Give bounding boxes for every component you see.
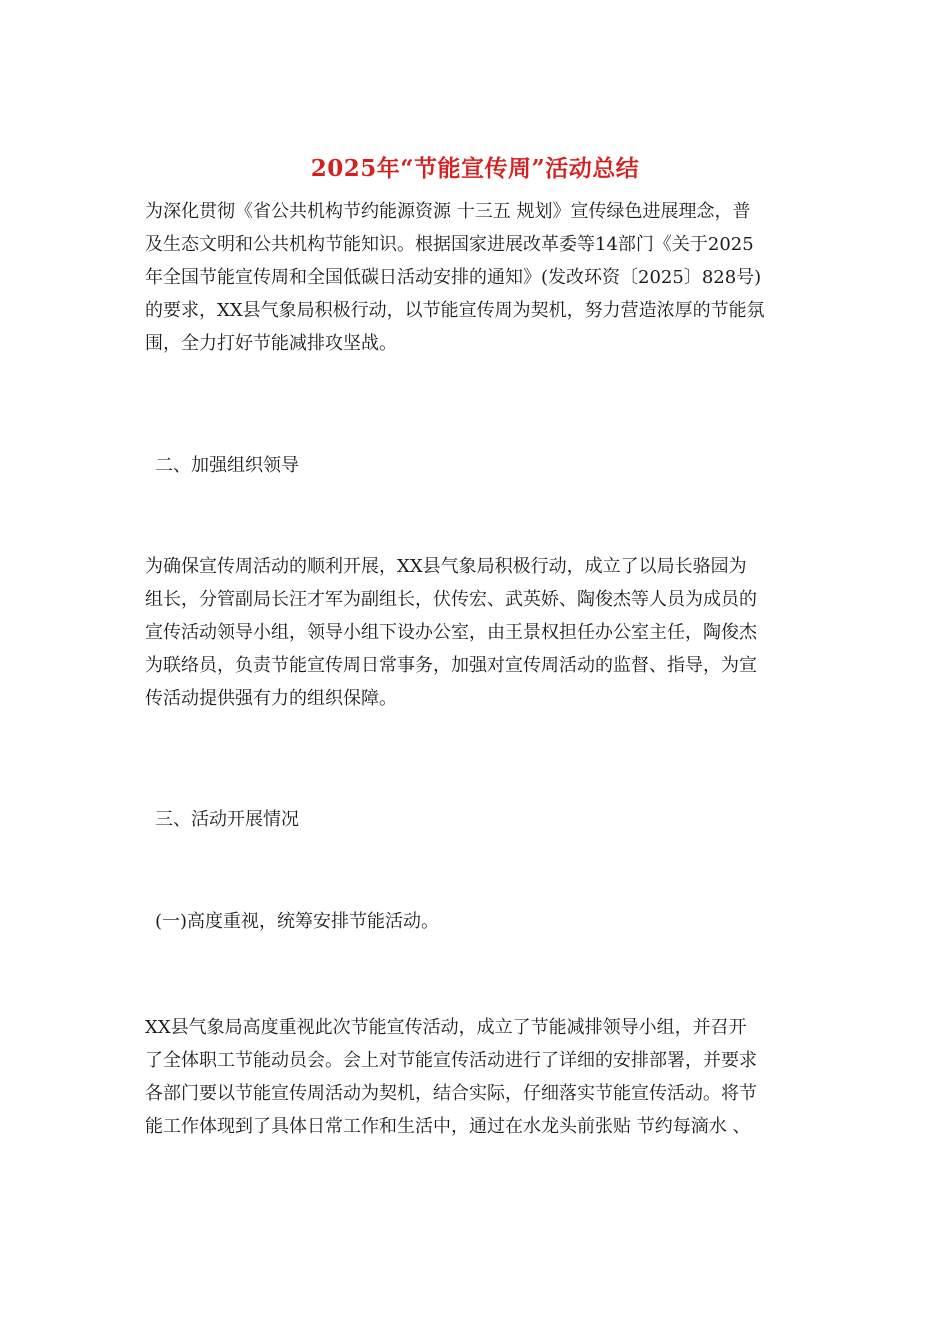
section3-paragraph — [145, 1011, 805, 1143]
section2-line: 为确保宣传周活动的顺利开展，XX县气象局积极行动，成立了以局长骆园为 — [145, 556, 747, 577]
document-title: 2025年“节能宣传周”活动总结 — [310, 155, 640, 182]
intro-paragraph — [145, 195, 805, 360]
section3-subheading: (一)高度重视，统筹安排节能活动。 — [155, 911, 440, 932]
section3-line: 了全体职工节能动员会。会上对节能宣传活动进行了详细的安排部署，并要求 — [145, 1050, 757, 1071]
section3-line: 各部门要以节能宣传周活动为契机，结合实际，仔细落实节能宣传活动。将节 — [145, 1083, 757, 1104]
intro-line: 围，全力打好节能减排攻坚战。 — [145, 333, 397, 354]
section3-heading: 三、活动开展情况 — [155, 809, 299, 830]
section3-line: 能工作体现到了具体日常工作和生活中，通过在水龙头前张贴 节约每滴水 、 — [145, 1116, 751, 1137]
section3-line: XX县气象局高度重视此次节能宣传活动，成立了节能减排领导小组，并召开 — [145, 1017, 747, 1038]
intro-line: 及生态文明和公共机构节能知识。根据国家进展改革委等14部门《关于2025 — [145, 234, 754, 255]
section2-line: 宣传活动领导小组，领导小组下设办公室，由王景权担任办公室主任，陶俊杰 — [145, 622, 757, 643]
section2-paragraph — [145, 550, 805, 715]
section2-line: 传活动提供强有力的组织保障。 — [145, 688, 397, 709]
section2-heading: 二、加强组织领导 — [155, 455, 299, 476]
section2-line: 为联络员，负责节能宣传周日常事务，加强对宣传周活动的监督、指导，为宣 — [145, 655, 757, 676]
intro-line: 的要求，XX县气象局积极行动，以节能宣传周为契机，努力营造浓厚的节能氛 — [145, 300, 765, 321]
intro-line: 年全国节能宣传周和全国低碳日活动安排的通知》(发改环资〔2025〕828号) — [145, 267, 762, 288]
intro-line: 为深化贯彻《省公共机构节约能源资源 十三五 规划》宣传绿色进展理念，普 — [145, 201, 751, 222]
section2-line: 组长，分管副局长汪才军为副组长，伏传宏、武英娇、陶俊杰等人员为成员的 — [145, 589, 757, 610]
